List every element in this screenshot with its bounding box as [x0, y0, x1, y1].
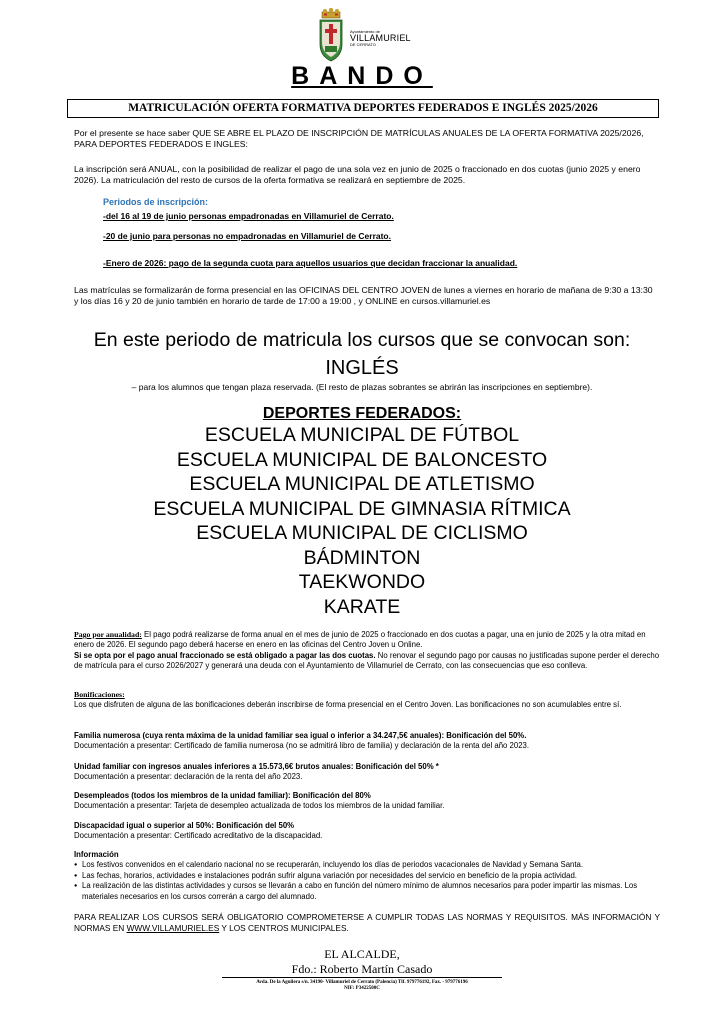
- deportes-heading: DEPORTES FEDERADOS:: [262, 405, 462, 422]
- bonif-discapacidad: [74, 821, 660, 842]
- footer-divider: [222, 977, 502, 978]
- coat-of-arms-icon: [316, 8, 346, 63]
- ingles-note: – para los alumnos que tengan plaza reservada. (El resto de plazas sobrantes se abrirán las inscripciones en septiembre).: [131, 382, 593, 392]
- course-item: ESCUELA MUNICIPAL DE ATLETISMO: [189, 473, 535, 495]
- familia-bold: Familia numerosa (cuya renta máxima de la unidad familiar sea igual o inferior a 34.247,5€ anuales): Bonificación del 50%.: [74, 731, 527, 740]
- discap-bold: Discapacidad igual o superior al 50%: Bonificación del 50%: [74, 821, 295, 830]
- document-title: MATRICULACIÓN OFERTA FORMATIVA DEPORTES FEDERADOS E INGLÉS 2025/2026: [67, 99, 659, 118]
- period-item: -del 16 al 19 de junio personas empadronadas en Villamuriel de Cerrato.: [103, 211, 394, 221]
- logo-subtitle2: DE CERRATO: [350, 42, 376, 47]
- signature-name: Fdo.: Roberto Martín Casado: [291, 962, 433, 976]
- course-item: ESCUELA MUNICIPAL DE GIMNASIA RÍTMICA: [153, 497, 571, 520]
- bonif-unidad: [74, 762, 660, 783]
- course-item: TAEKWONDO: [298, 571, 426, 593]
- period-item: -Enero de 2026: pago de la segunda cuota para aquellos usuarios que decidan fraccionar la anualidad.: [103, 258, 518, 268]
- bonif-desempleo: [74, 791, 660, 812]
- pago-section: [74, 630, 660, 672]
- logo-name: VILLAMURIEL: [350, 33, 411, 43]
- pago-text: El pago podrá realizarse de forma anual en el mes de junio de 2025 o fraccionado en dos cuotas a pagar, una en junio de 2025 y la otra mitad en enero de 2026. El segundo pago deberá hacerse en enero en las oficinas del Centro Joven u Online.: [74, 630, 646, 650]
- course-item: ESCUELA MUNICIPAL DE FÚTBOL: [204, 424, 520, 446]
- logo-subtitle: Ayuntamiento de: [350, 29, 380, 34]
- course-item: BÁDMINTON: [303, 546, 421, 569]
- info-item: ● La realización de las distintas actividades y cursos se llevarán a cabo en función del número mínimo de alumnos necesarios para poder impartir las mismas. Los materiales necesarios en los cursos correrán a cargo del alumnado.: [74, 881, 660, 902]
- bando-title: BANDO: [291, 62, 433, 90]
- bonificaciones-section: [74, 690, 660, 711]
- closing-paragraph: [74, 912, 660, 934]
- presencial-paragraph: Las matrículas se formalizarán de forma presencial en las OFICINAS DEL CENTRO JOVEN de lunes a viernes en horario de mañana de 9:30 a 13:30 y los días 16 y 20 de junio también en horario de tarde de 17:00 a 19:00 , y ONLINE en cursos.villamuriel.es: [74, 285, 653, 306]
- bonificaciones-label: Bonificaciones:: [74, 690, 125, 699]
- deportes-list: [0, 423, 724, 619]
- familia-doc: Documentación a presentar: Certificado de familia numerosa (no se admitirá libro de familia) y declaración de la renta del año 2023.: [74, 741, 530, 751]
- intro-paragraph-2: La inscripción será ANUAL, con la posibilidad de realizar el pago de una sola vez en junio de 2025 o fraccionado en dos cuotas (junio 2025 y enero 2026). La matriculación del resto de cursos de la oferta formativa se realizará en septiembre de 2025.: [74, 164, 641, 185]
- period-item: -20 de junio para personas no empadronadas en Villamuriel de Cerrato.: [103, 231, 391, 241]
- intro-paragraph-1: Por el presente se hace saber QUE SE ABRE EL PLAZO DE INSCRIPCIÓN DE MATRÍCULAS ANUALES DE LA OFERTA FORMATIVA 2025/2026, PARA DEPORTES FEDERADOS E INGLES:: [74, 128, 644, 149]
- course-item: ESCUELA MUNICIPAL DE CICLISMO: [196, 522, 528, 544]
- closing-post: Y LOS CENTROS MUNICIPALES.: [219, 923, 349, 933]
- desempleo-bold: Desempleados (todos los miembros de la unidad familiar): Bonificación del 80%: [74, 791, 371, 800]
- website-link[interactable]: WWW.VILLAMURIEL.ES: [126, 923, 220, 933]
- unidad-doc: Documentación a presentar: declaración de la renta del año 2023.: [74, 772, 303, 782]
- info-item: ● Los festivos convenidos en el calendario nacional no se recuperarán, incluyendo los días de periodos vacacionales de Navidad y Semana Santa.: [74, 860, 660, 870]
- bonificaciones-text: Los que disfruten de alguna de las bonificaciones deberán inscribirse de forma presencial en el Centro Joven. Las bonificaciones no son acumulables entre sí.: [74, 700, 622, 710]
- unidad-bold: Unidad familiar con ingresos anuales inferiores a 15.573,6€ brutos anuales: Bonificación del 50% *: [74, 762, 439, 771]
- desempleo-doc: Documentación a presentar: Tarjeta de desempleo actualizada de todos los miembros de la unidad familiar.: [74, 801, 445, 811]
- pago-label: Pago por anualidad:: [74, 630, 142, 639]
- ingles-title: INGLÉS: [325, 357, 399, 379]
- footer-nif: NIF: P3422500C: [344, 986, 380, 991]
- signature-role: EL ALCALDE,: [324, 947, 400, 961]
- discap-doc: Documentación a presentar: Certificado acreditativo de la discapacidad.: [74, 831, 323, 841]
- courses-intro: En este periodo de matricula los cursos que se convocan son:: [93, 329, 631, 351]
- periods-heading: Periodos de inscripción:: [103, 197, 209, 207]
- municipal-logo: [300, 8, 440, 66]
- pago-bold: Si se opta por el pago anual fraccionado se está obligado a pagar las dos cuotas.: [74, 650, 376, 660]
- pago-rest: No renovar el segundo pago por causas no justificadas supone perder el derecho de matrícula para el curso 2026/2027 y generará una deuda con el Ayuntamiento de Villamuriel de Cerrato, con las consecuencias que eso conlleva.: [74, 650, 660, 671]
- info-item: ● Las fechas, horarios, actividades e instalaciones podrán sufrir alguna variación por necesidades del servicio en beneficio de la propia actividad.: [74, 871, 660, 881]
- bonif-familia: [74, 731, 660, 752]
- informacion-heading: Información: [74, 850, 119, 859]
- informacion-section: [74, 850, 660, 902]
- informacion-list: [74, 860, 660, 902]
- closing-pre: PARA REALIZAR LOS CURSOS SERÁ OBLIGATORIO COMPROMETERSE A CUMPLIR TODAS LAS NORMAS Y REQUISITOS. MÁS INFORMACIÓN Y NORMAS EN: [74, 912, 660, 933]
- footer-address: Avda. De la Aguilera s/n. 34190- Villamuriel de Cerrato (Palencia) Tlf. 979776192, Fax. - 979776196: [256, 980, 468, 985]
- course-item: KARATE: [323, 595, 401, 618]
- course-item: ESCUELA MUNICIPAL DE BALONCESTO: [176, 448, 548, 471]
- logo-text: [350, 30, 411, 47]
